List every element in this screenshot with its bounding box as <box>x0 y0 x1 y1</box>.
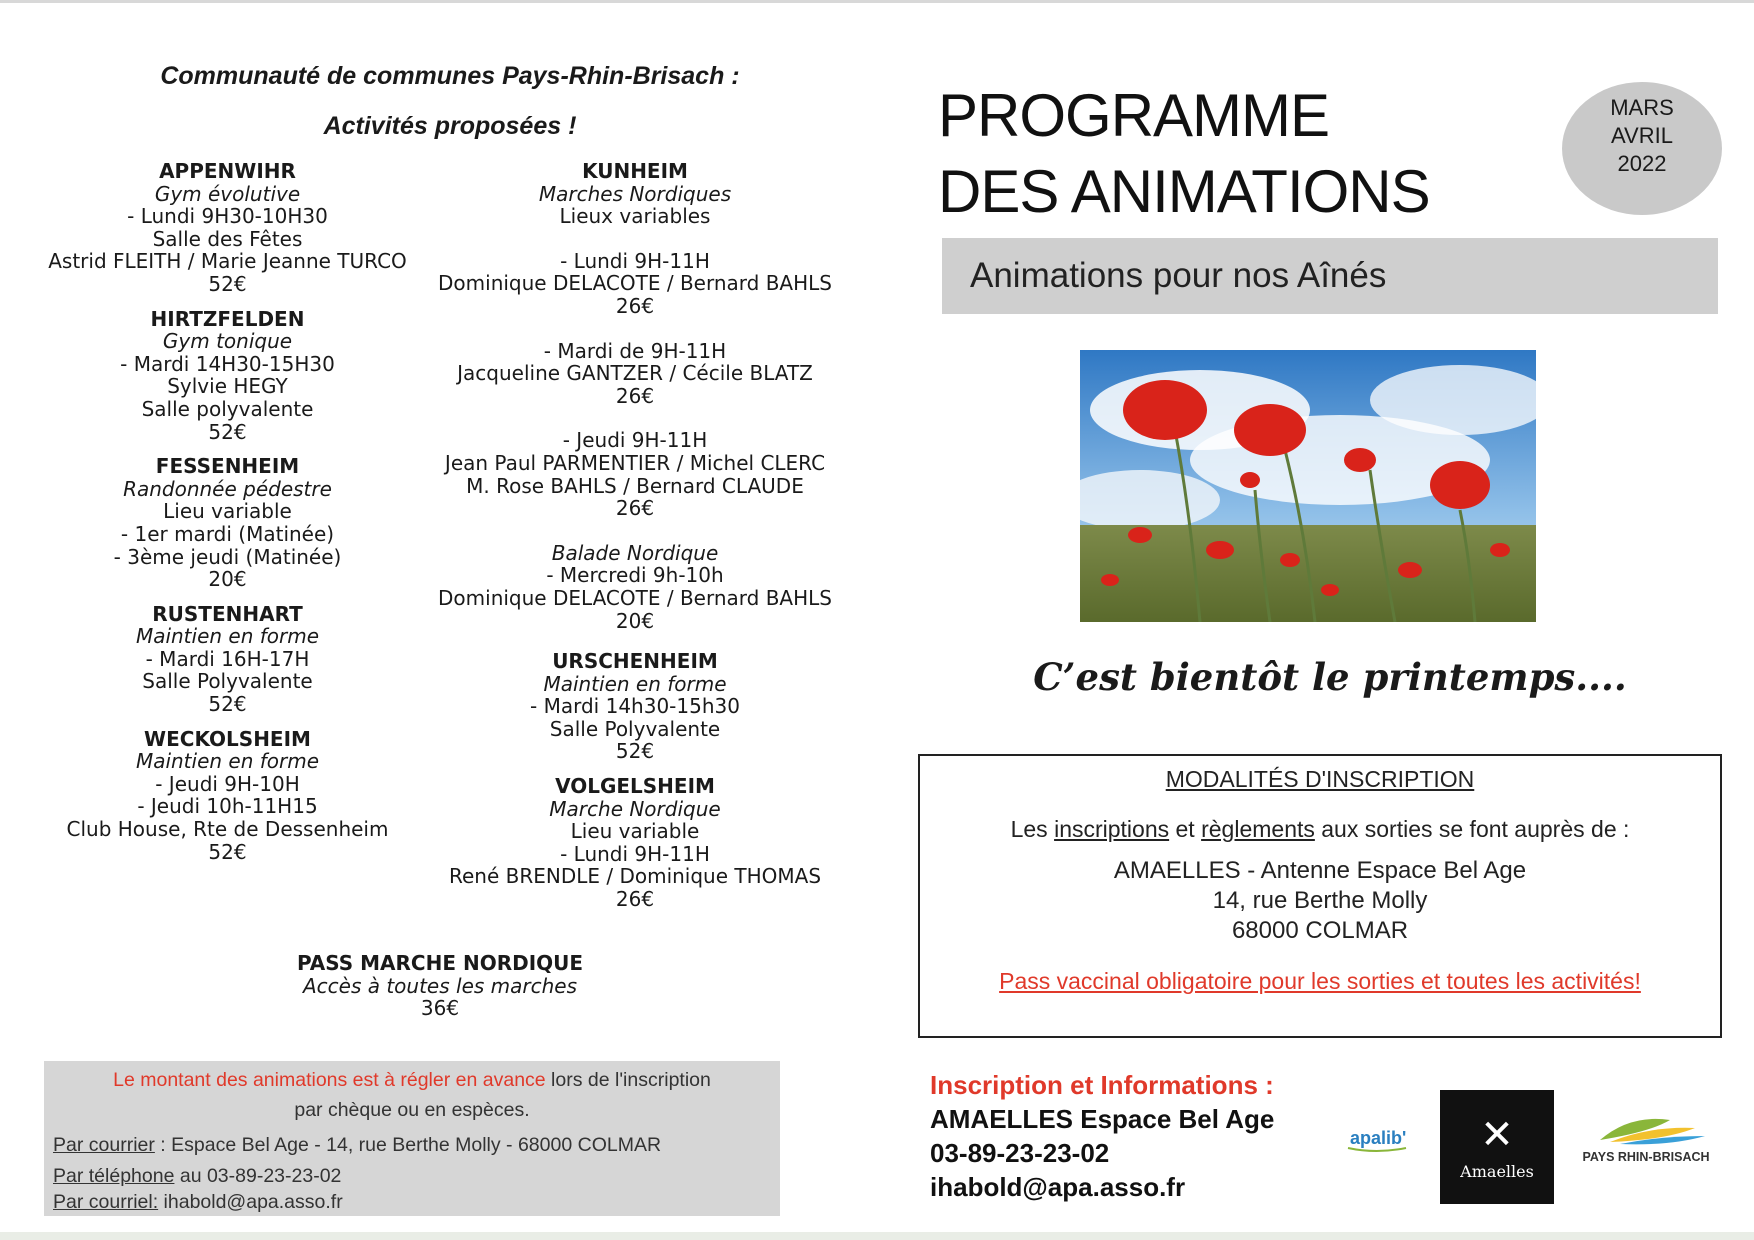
activity-line: - Lundi 9H-11H <box>560 841 710 866</box>
pays-rhin-brisach-text: PAYS RHIN-BRISACH <box>1582 1150 1710 1164</box>
activity-price: 52€ <box>208 271 247 296</box>
activities-column-right <box>430 160 840 923</box>
address-line: AMAELLES - Antenne Espace Bel Age <box>1113 857 1527 884</box>
activity-block-fessenheim <box>40 455 415 591</box>
activity-price: 26€ <box>615 383 655 408</box>
town-name: RUSTENHART <box>152 601 303 626</box>
town-name: VOLGELSHEIM <box>555 774 715 799</box>
activity-line: Jean Paul PARMENTIER / Michel CLERC <box>444 450 826 475</box>
activity-name: Maintien en forme <box>135 624 320 649</box>
activity-name: Balade Nordique <box>551 540 719 565</box>
apalib-logo-text: apalib' <box>1350 1128 1407 1148</box>
amaelles-logo <box>1440 1090 1554 1204</box>
mail-label: Par courrier <box>53 1134 155 1156</box>
activity-line: - Mardi 14H30-15H30 <box>120 351 335 376</box>
page-title <box>938 78 1430 230</box>
phone-label: Par téléphone <box>53 1165 175 1187</box>
pays-rhin-brisach-logo <box>1570 1110 1722 1172</box>
activity-block-kunheim <box>430 160 840 632</box>
activity-name: Maintien en forme <box>135 749 320 774</box>
email-value: ihabold@apa.asso.fr <box>158 1191 343 1213</box>
spring-tagline: C’est bientôt le printemps.... <box>1033 655 1627 699</box>
email-label: Par courriel: <box>53 1191 159 1213</box>
payment-notice-rest: lors de l'inscription <box>545 1069 711 1091</box>
activity-block-hirtzfelden <box>40 308 415 444</box>
amaelles-logo-text: Amaelles <box>1460 1162 1534 1181</box>
page-top-border <box>0 0 1754 3</box>
town-name: URSCHENHEIM <box>552 649 718 674</box>
activity-name: Gym tonique <box>162 329 293 354</box>
contact-heading: Inscription et Informations : <box>930 1070 1274 1100</box>
payment-notice-highlight: Le montant des animations est à régler en avance <box>113 1069 546 1091</box>
activity-price: 20€ <box>615 608 655 633</box>
activity-line: Salle des Fêtes <box>152 226 303 251</box>
activity-name: Maintien en forme <box>543 671 727 696</box>
pass-description: Accès à toutes les marches <box>302 973 578 998</box>
activity-line: - Jeudi 9H-11H <box>562 428 708 453</box>
contact-org: AMAELLES Espace Bel Age <box>930 1104 1275 1134</box>
pass-price: 36€ <box>420 996 460 1021</box>
activity-line: Lieu variable <box>570 819 700 844</box>
activity-price: 52€ <box>208 692 247 717</box>
activity-line: Dominique DELACOTE / Bernard BAHLS <box>438 585 832 610</box>
registration-terms-box <box>918 754 1722 1038</box>
activity-block-weckolsheim <box>40 728 415 864</box>
activity-line: Jacqueline GANTZER / Cécile BLATZ <box>457 361 813 386</box>
activity-price: 52€ <box>615 739 655 764</box>
registration-terms-intro <box>920 816 1720 843</box>
vaccine-pass-warning: Pass vaccinal obligatoire pour les sorties et toutes les activités! <box>999 968 1641 994</box>
activity-price: 26€ <box>615 496 655 521</box>
subtitle: Animations pour nos Aînés <box>970 256 1387 295</box>
town-name: WECKOLSHEIM <box>144 726 311 751</box>
activity-line: - Mardi 16H-17H <box>145 646 310 671</box>
activity-line: - 3ème jeudi (Matinée) <box>113 544 342 569</box>
activity-line: Sylvie HEGY <box>167 374 288 399</box>
activity-line: Club House, Rte de Dessenheim <box>66 817 389 842</box>
activity-block-appenwihr <box>40 160 415 296</box>
activity-name: Marches Nordiques <box>538 181 732 206</box>
mail-contact-row <box>53 1134 661 1157</box>
title-line-2: DES ANIMATIONS <box>938 158 1430 225</box>
activity-line: - Mardi 14h30-15h30 <box>530 694 740 719</box>
pass-name: PASS MARCHE NORDIQUE <box>296 951 584 975</box>
payment-methods: par chèque ou en espèces. <box>294 1099 530 1121</box>
activity-name: Randonnée pédestre <box>123 476 332 501</box>
activity-line: Salle polyvalente <box>141 396 314 421</box>
date-month-2: AVRIL <box>1611 123 1673 148</box>
date-badge <box>1562 82 1722 215</box>
town-name: KUNHEIM <box>582 159 688 183</box>
activity-line: - Mardi de 9H-11H <box>543 338 727 363</box>
activity-price: 26€ <box>615 293 655 318</box>
activity-price: 52€ <box>208 839 247 864</box>
activity-line: - Lundi 9H30-10H30 <box>127 204 328 229</box>
activity-line: Salle Polyvalente <box>549 716 721 741</box>
activity-block-volgelsheim <box>430 775 840 911</box>
address-line: 14, rue Berthe Molly <box>1212 887 1428 914</box>
activity-line: René BRENDLE / Dominique THOMAS <box>448 864 822 889</box>
activity-price: 20€ <box>208 567 247 592</box>
town-name: HIRTZFELDEN <box>150 306 305 331</box>
activity-block-rustenhart <box>40 603 415 716</box>
registration-address <box>920 856 1720 946</box>
subtitle-band <box>942 238 1718 314</box>
activity-line: - Lundi 9H-11H <box>560 248 710 273</box>
activity-line: Dominique DELACOTE / Bernard BAHLS <box>438 271 832 296</box>
intro-text: et <box>1169 816 1202 842</box>
phone-contact-row <box>53 1165 341 1188</box>
date-month-1: MARS <box>1610 95 1674 120</box>
email-contact-row <box>53 1191 343 1214</box>
payment-notice <box>44 1069 780 1092</box>
activity-line: M. Rose BAHLS / Bernard CLAUDE <box>466 473 804 498</box>
phone-value: au 03-89-23-23-02 <box>174 1165 342 1187</box>
activity-name: Marche Nordique <box>549 796 721 821</box>
activities-heading: Activités proposées ! <box>323 112 577 140</box>
activity-line: Salle Polyvalente <box>142 669 313 694</box>
activity-line: - Mercredi 9h-10h <box>546 563 724 588</box>
apalib-logo <box>1346 1118 1424 1158</box>
community-heading: Communauté de communes Pays-Rhin-Brisach : <box>160 62 740 90</box>
contact-info <box>930 1068 1274 1204</box>
activity-block-urschenheim <box>430 650 840 763</box>
registration-terms-title: MODALITÉS D'INSCRIPTION <box>1165 766 1475 792</box>
title-line-1: PROGRAMME <box>938 82 1330 149</box>
address-line: 68000 COLMAR <box>1231 917 1409 944</box>
activity-name: Gym évolutive <box>154 181 301 206</box>
activity-line: Lieu variable <box>163 499 292 524</box>
contact-phone: 03-89-23-23-02 <box>930 1138 1110 1168</box>
activity-price: 26€ <box>615 887 655 912</box>
activity-price: 52€ <box>208 419 247 444</box>
inscriptions-word: inscriptions <box>1054 816 1170 842</box>
activity-line: - Jeudi 9H-10H <box>155 771 300 796</box>
activity-line: Astrid FLEITH / Marie Jeanne TURCO <box>48 249 407 274</box>
reglements-word: règlements <box>1201 816 1315 842</box>
page-bottom-border <box>0 1232 1754 1240</box>
activity-line: - Jeudi 10h-11H15 <box>137 794 318 819</box>
amaelles-logo-mark: ✕ <box>1480 1112 1514 1158</box>
intro-text: Les <box>1010 816 1055 842</box>
mail-value: : Espace Bel Age - 14, rue Berthe Molly - 68000 COLMAR <box>154 1134 662 1156</box>
pass-marche-nordique <box>250 952 630 1020</box>
activity-line: - 1er mardi (Matinée) <box>120 521 335 546</box>
date-year: 2022 <box>1617 151 1667 176</box>
intro-text: aux sorties se font auprès de : <box>1314 816 1630 842</box>
town-name: APPENWIHR <box>159 159 296 183</box>
town-name: FESSENHEIM <box>155 454 300 479</box>
activities-column-left <box>40 160 415 875</box>
contact-email: ihabold@apa.asso.fr <box>930 1172 1186 1202</box>
activity-place: Lieux variables <box>559 204 711 229</box>
poppies-photo <box>1080 350 1536 622</box>
payment-info-box <box>44 1061 780 1216</box>
